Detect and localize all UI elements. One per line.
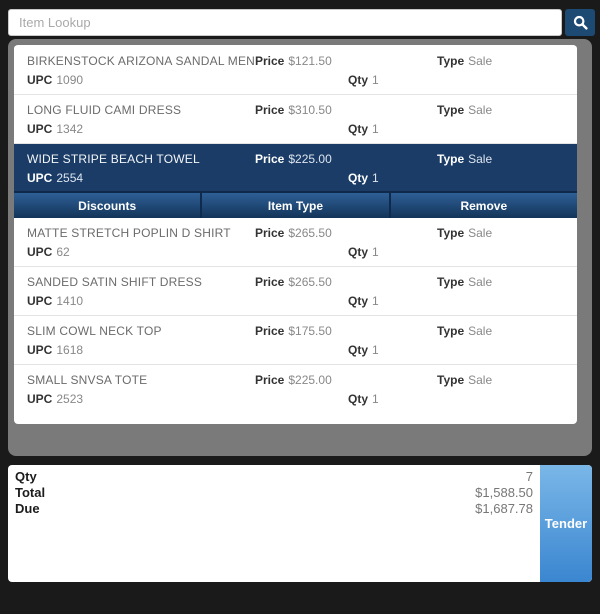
type-value: Sale (468, 103, 493, 117)
item-name: WIDE STRIPE BEACH TOWEL (27, 152, 200, 166)
qty-value: 1 (372, 245, 379, 259)
type-value: Sale (468, 226, 493, 240)
price-value: $310.50 (288, 103, 332, 117)
price-value: $175.50 (288, 324, 332, 338)
qty-value: 1 (372, 73, 379, 87)
upc-value: 1618 (56, 343, 84, 357)
upc-value: 2554 (56, 171, 84, 185)
upc-label: UPC (27, 171, 53, 185)
price-label: Price (255, 54, 285, 68)
cart-item-row[interactable] (14, 46, 577, 95)
discounts-button[interactable]: Discounts (14, 193, 200, 218)
type-value: Sale (468, 54, 493, 68)
price-label: Price (255, 373, 285, 387)
qty-value: 1 (372, 294, 379, 308)
cart-item-row[interactable] (14, 95, 577, 144)
qty-label: Qty (348, 171, 369, 185)
item-name: MATTE STRETCH POPLIN D SHIRT (27, 226, 231, 240)
summary-panel (8, 465, 592, 582)
type-label: Type (437, 275, 465, 289)
cart-item-row[interactable] (14, 316, 577, 365)
qty-value: 1 (372, 392, 379, 406)
summary-total-label: Total (15, 485, 46, 500)
type-value: Sale (468, 373, 493, 387)
summary-total-row (15, 485, 533, 501)
summary-due-label: Due (15, 501, 40, 516)
price-value: $225.00 (288, 373, 332, 387)
summary-due-row (15, 501, 533, 517)
item-lookup-bar (0, 0, 600, 39)
summary-due-value: $1,687.78 (475, 501, 533, 516)
type-label: Type (437, 373, 465, 387)
type-value: Sale (468, 152, 493, 166)
cart-item-row[interactable] (14, 218, 577, 267)
price-label: Price (255, 324, 285, 338)
upc-value: 2523 (56, 392, 84, 406)
item-name: SMALL SNVSA TOTE (27, 373, 148, 387)
search-icon (573, 15, 588, 30)
selected-item-actions (14, 192, 577, 218)
summary-totals (8, 465, 540, 582)
item-type-button[interactable]: Item Type (200, 193, 388, 218)
cart-item-row[interactable] (14, 267, 577, 316)
item-name: SLIM COWL NECK TOP (27, 324, 162, 338)
qty-value: 1 (372, 171, 379, 185)
type-label: Type (437, 54, 465, 68)
remove-button[interactable]: Remove (389, 193, 577, 218)
upc-label: UPC (27, 343, 53, 357)
item-name: LONG FLUID CAMI DRESS (27, 103, 182, 117)
upc-value: 62 (56, 245, 70, 259)
item-name: SANDED SATIN SHIFT DRESS (27, 275, 203, 289)
upc-label: UPC (27, 73, 53, 87)
type-value: Sale (468, 324, 493, 338)
price-value: $265.50 (288, 226, 332, 240)
upc-value: 1342 (56, 122, 84, 136)
qty-value: 1 (372, 122, 379, 136)
price-value: $121.50 (288, 54, 332, 68)
type-label: Type (437, 152, 465, 166)
tender-button[interactable]: Tender (540, 465, 592, 582)
upc-value: 1090 (56, 73, 84, 87)
summary-total-value: $1,588.50 (475, 485, 533, 500)
upc-label: UPC (27, 294, 53, 308)
qty-label: Qty (348, 294, 369, 308)
qty-label: Qty (348, 122, 369, 136)
summary-qty-value: 7 (525, 469, 533, 484)
qty-label: Qty (348, 245, 369, 259)
cart-item-row[interactable] (14, 365, 577, 414)
price-label: Price (255, 103, 285, 117)
type-label: Type (437, 226, 465, 240)
upc-label: UPC (27, 392, 53, 406)
cart-item-list (14, 45, 577, 424)
type-label: Type (437, 103, 465, 117)
price-value: $225.00 (288, 152, 332, 166)
search-input[interactable] (8, 9, 562, 36)
cart-panel (8, 39, 592, 456)
upc-label: UPC (27, 122, 53, 136)
qty-label: Qty (348, 343, 369, 357)
upc-label: UPC (27, 245, 53, 259)
qty-label: Qty (348, 73, 369, 87)
search-button[interactable] (565, 9, 595, 36)
price-label: Price (255, 152, 285, 166)
price-label: Price (255, 275, 285, 289)
type-label: Type (437, 324, 465, 338)
cart-item-row-selected[interactable] (14, 144, 577, 192)
upc-value: 1410 (56, 294, 84, 308)
qty-label: Qty (348, 392, 369, 406)
price-label: Price (255, 226, 285, 240)
item-name: BIRKENSTOCK ARIZONA SANDAL MEN (27, 54, 256, 68)
summary-qty-row (15, 469, 533, 485)
type-value: Sale (468, 275, 493, 289)
summary-qty-label: Qty (15, 469, 37, 484)
qty-value: 1 (372, 343, 379, 357)
price-value: $265.50 (288, 275, 332, 289)
